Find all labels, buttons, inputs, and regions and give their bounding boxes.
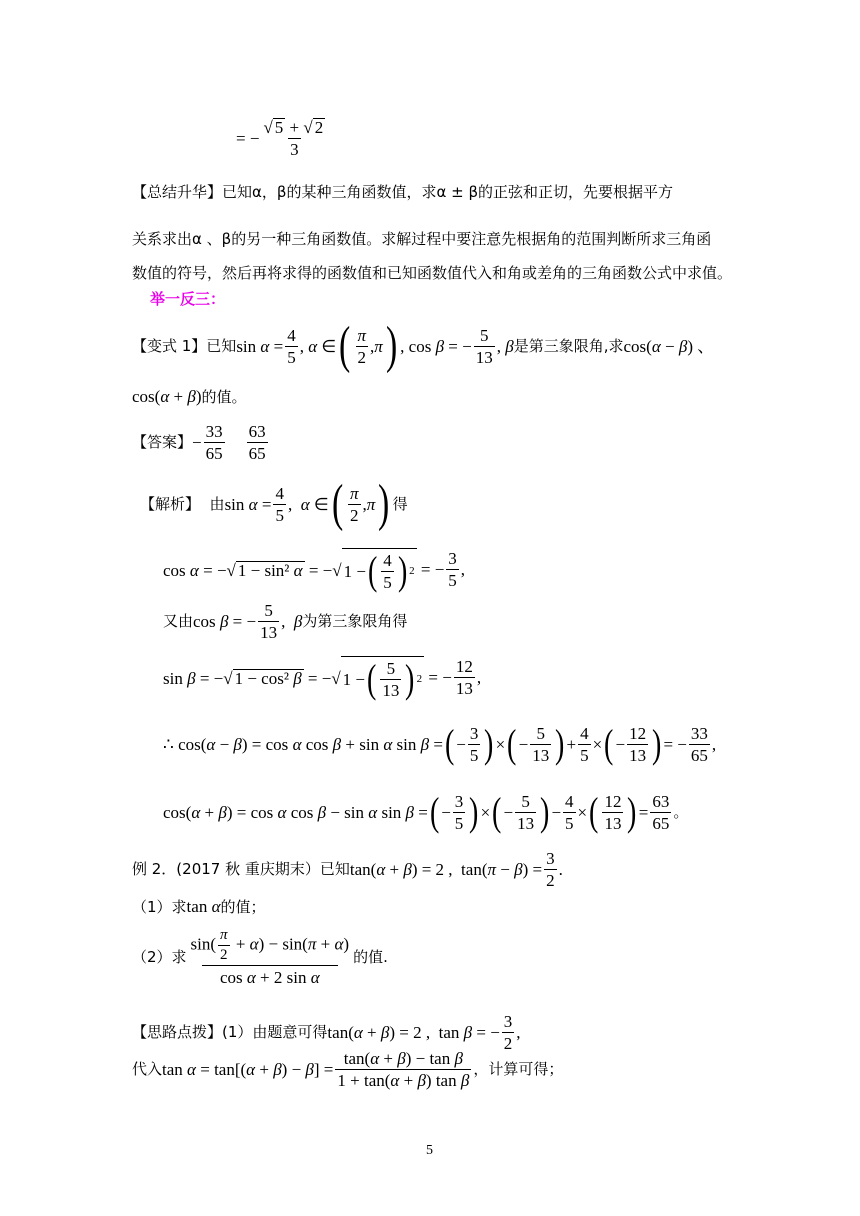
analysis-line-1: 【解析】 由 sin α = $\frac{4}{5}$ , α ∈ ( $\frac{\pi}{2}$ ,π ) 得	[140, 475, 408, 532]
summary-label: 【总结升华】	[132, 183, 223, 201]
summary-line-1: 【总结升华】已知α，β的某种三角函数值，求α ± β的正弦和正切，先要根据平方	[132, 183, 674, 201]
page-number: 5	[426, 1143, 433, 1158]
section-heading: 举一反三：	[150, 290, 226, 308]
answer-line: 【答案】 − $\frac{33}{65}$ $\frac{63}{65}$	[132, 422, 266, 463]
result-expression: = − $\frac{√ 5 + √ 2}{3}$	[236, 118, 324, 159]
variant-1-question: 【变式 1】已知 sin α = $\frac{4}{5}$ , α ∈ ( $\frac{\pi}{2}$ ,π ) , cos β = − $\frac{5}{13}$ , β 是第三象限角,求 cos(α − β) 、	[132, 317, 715, 374]
analysis-cos-diff: ∴ cos(α − β) = cos α cos β + sin α sin β = ( − $\frac{3}{5}$ ) × ( − $\frac{5}{13}$ ) + $\frac{4}{5}$ × ( − $\frac{12}{13}$ ) = − $\frac{33}{65}$ ,	[163, 721, 717, 766]
analysis-cos-sum: cos(α + β) = cos α cos β − sin α sin β = ( − $\frac{3}{5}$ ) × ( − $\frac{5}{13}$ ) − $\frac{4}{5}$ × ( $\frac{12}{13}$ ) = $\frac{63}{65}$ 。	[163, 789, 689, 834]
example-2-q2: （2）求 sin( $\frac{\pi}{2}$ + α) − sin(π + α) cos α + 2 sin α 的值.	[132, 927, 388, 987]
summary-line-3: 数值的符号，然后再将求得的函数值和已知函数值代入和角或差角的三角函数公式中求值。	[132, 264, 733, 282]
example-2-q1: （1）求tan α的值；	[132, 897, 266, 916]
hint-line-1: 【思路点拨】 (1）由题意可得 tan(α + β) = 2 , tan β = − $\frac{3}{2}$ ,	[132, 1012, 521, 1053]
variant-1-question-line2: cos(α + β)的值。	[132, 387, 247, 406]
analysis-sin-beta: sin β = −√ 1 − cos² β = −√ 1 − ( $\frac{5}{13}$ ) 2 = − $\frac{12}{13}$ ,	[163, 656, 482, 701]
analysis-cos-alpha: cos α = −√ 1 − sin² α = −√ 1 − ( $\frac{4}{5}$ ) 2 = − $\frac{3}{5}$ ,	[163, 548, 466, 593]
summary-line-2: 关系求出α 、β的另一种三角函数值。求解过程中要注意先根据角的范围判断所求三角函	[132, 230, 712, 248]
example-2-statement: 例 2．(2017 秋 重庆期末）已知 tan(α + β) = 2 , tan(π − β) = $\frac{3}{2}$ .	[132, 849, 563, 890]
analysis-cos-beta: 又由 cos β = − $\frac{5}{13}$ , β 为第三象限角得	[163, 601, 408, 642]
hint-line-2: 代入 tan α = tan[(α + β) − β] = $\frac{\text{tan(α + β) − tan β}}{\text{1 + tan(α + β) tan β}}$ ，计算可得；	[132, 1049, 564, 1090]
